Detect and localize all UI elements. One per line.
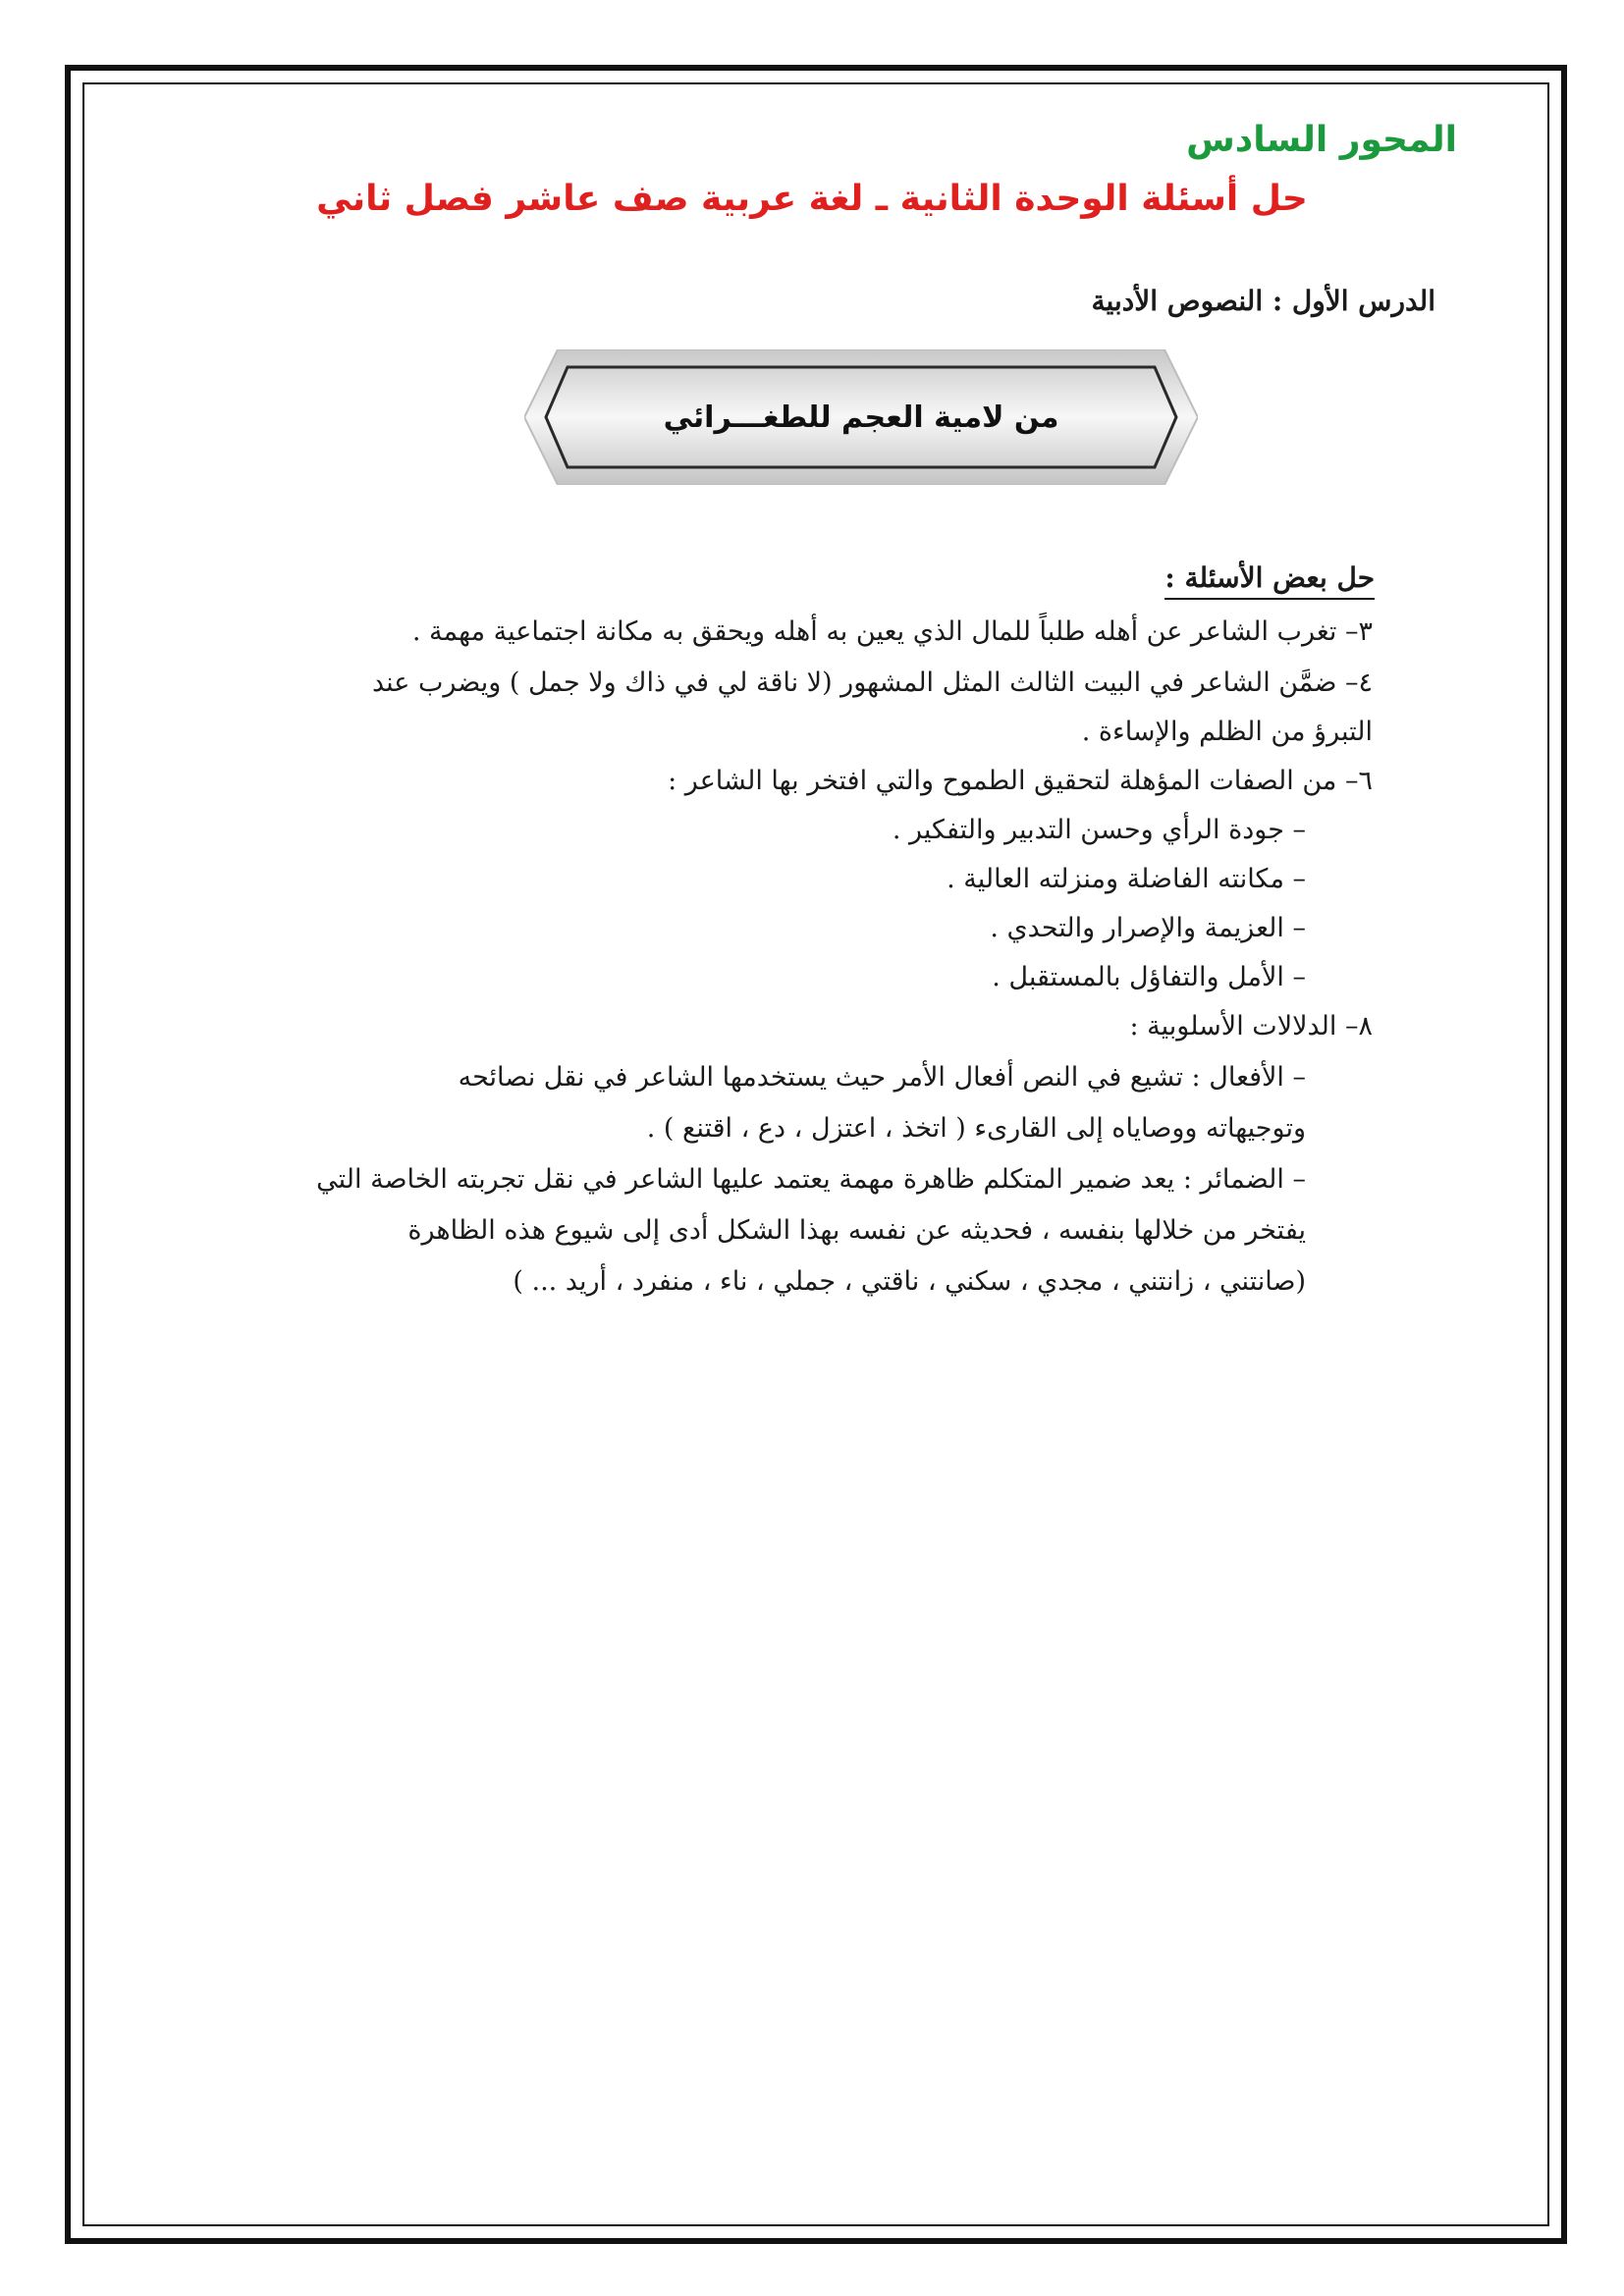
answer-line: – العزيمة والإصرار والتحدي . bbox=[990, 913, 1306, 943]
answers-heading: حل بعض الأسئلة : bbox=[1164, 561, 1375, 600]
answer-line: (صانتني ، زانتني ، مجدي ، سكني ، ناقتي ، جملي ، ناء ، منفرد ، أريد ... ) bbox=[513, 1266, 1306, 1297]
answer-line: ٣– تغرب الشاعر عن أهله طلباً للمال الذي يعين به أهله ويحقق به مكانة اجتماعية مهمة . bbox=[411, 616, 1373, 647]
banner-title: من لامية العجم للطغـــرائي bbox=[663, 400, 1059, 435]
answer-line: ٨– الدلالات الأسلوبية : bbox=[1129, 1011, 1373, 1041]
answer-line: – الأفعال : تشيع في النص أفعال الأمر حيث يستخدمها الشاعر في نقل نصائحه bbox=[458, 1062, 1306, 1093]
lesson-banner bbox=[524, 349, 1198, 485]
answer-line: ٤– ضمَّن الشاعر في البيت الثالث المثل المشهور (لا ناقة لي في ذاك ولا جمل ) ويضرب عند bbox=[371, 667, 1373, 698]
answer-line: – مكانته الفاضلة ومنزلته العالية . bbox=[947, 864, 1306, 894]
answer-line: – الضمائر : يعد ضمير المتكلم ظاهرة مهمة يعتمد عليها الشاعر في نقل تجربته الخاصة التي bbox=[316, 1164, 1306, 1195]
answer-line: – جودة الرأي وحسن التدبير والتفكير . bbox=[892, 815, 1306, 845]
axis-title: المحور السادس bbox=[1186, 120, 1457, 160]
answer-line: ٦– من الصفات المؤهلة لتحقيق الطموح والتي افتخر بها الشاعر : bbox=[668, 766, 1373, 796]
unit-title: حل أسئلة الوحدة الثانية ـ لغة عربية صف عاشر فصل ثاني bbox=[316, 179, 1308, 219]
answer-line: يفتخر من خلالها بنفسه ، فحديثه عن نفسه بهذا الشكل أدى إلى شيوع هذه الظاهرة bbox=[407, 1215, 1306, 1246]
lesson-title: الدرس الأول : النصوص الأدبية bbox=[1091, 285, 1435, 317]
answer-line: التبرؤ من الظلم والإساءة . bbox=[1081, 717, 1373, 747]
answer-line: – الأمل والتفاؤل بالمستقبل . bbox=[992, 962, 1306, 992]
answer-line: وتوجيهاته ووصاياه إلى القارىء ( اتخذ ، اعتزل ، دع ، اقتنع ) . bbox=[646, 1113, 1306, 1144]
